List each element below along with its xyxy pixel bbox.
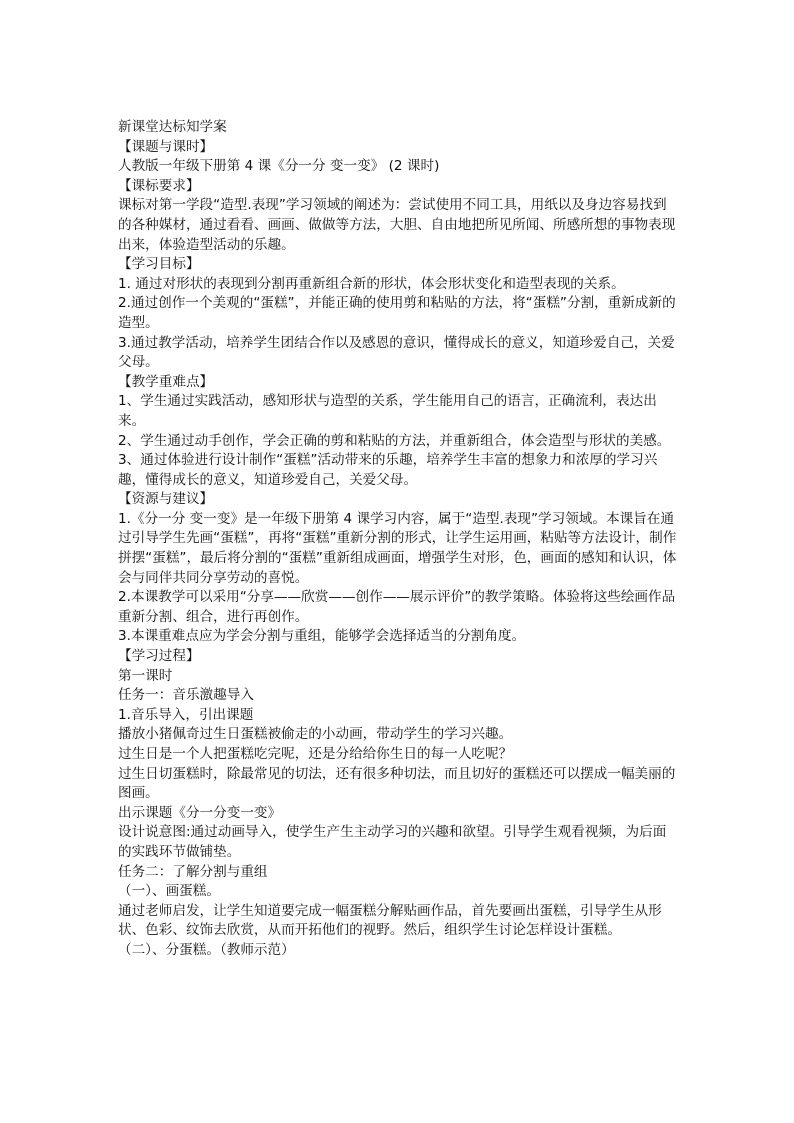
paragraph: 过生日是一个人把蛋糕吃完呢，还是分给给你生日的每一人吃呢？ bbox=[118, 746, 513, 762]
paragraph: （一）、画蛋糕。 bbox=[118, 883, 220, 900]
paragraph: 2.通过创作一个美观的“蛋糕”，并能正确的使用剪和粘贴的方法，将“蛋糕”分割，重新成新的造型。 bbox=[118, 295, 676, 331]
paragraph: 3.通过教学活动，培养学生团结合作以及感恩的意识，懂得成长的意义，知道珍爱自己，关爱父母。 bbox=[118, 334, 675, 371]
paragraph: 播放小猪佩奇过生日蛋糕被偷走的小动画，带动学生的学习兴趣。 bbox=[118, 726, 513, 743]
paragraph: 2.本课教学可以采用“分享——欣赏——创作——展示评价”的教学策略。体验将这些绘画作品重新分割、组合，进行再创作。 bbox=[118, 589, 676, 625]
paragraph: （二）、分蛋糕。（教师示范） bbox=[118, 941, 295, 958]
document-title: 新课堂达标知学案 bbox=[118, 119, 227, 135]
paragraph: 出示课题《分一分变一变》 bbox=[118, 804, 282, 821]
section-heading: 【学习过程】 bbox=[118, 648, 200, 665]
document-body bbox=[118, 138, 678, 961]
paragraph: 1、学生通过实践活动，感知形状与造型的关系，学生能用自己的语言，正确流利，表达出来。 bbox=[118, 393, 657, 429]
paragraph: 3.本课重难点应为学会分割与重组，能够学会选择适当的分割角度。 bbox=[118, 628, 526, 645]
paragraph: 任务一：音乐激趣导入 bbox=[118, 687, 254, 704]
paragraph: 设计说意图:通过动画导入，使学生产生主动学习的兴趣和欲望。引导学生观看视频，为后面的实践环节做铺垫。 bbox=[118, 824, 667, 860]
paragraph: 1.音乐导入，引出课题 bbox=[118, 706, 254, 723]
paragraph: 任务二：了解分割与重组 bbox=[118, 863, 268, 880]
paragraph: 2、学生通过动手创作，学会正确的剪和粘贴的方法，并重新组合，体会造型与形状的美感。 bbox=[118, 432, 671, 449]
section-heading: 【课标要求】 bbox=[118, 177, 200, 194]
paragraph: 人教版一年级下册第 4 课《分一分 变一变》 (2 课时) bbox=[118, 158, 440, 175]
paragraph: 第一课时 bbox=[118, 667, 173, 684]
section-heading: 【学习目标】 bbox=[118, 256, 200, 273]
paragraph: 1. 通过对形状的表现到分割再重新组合新的形状，体会形状变化和造型表现的关系。 bbox=[118, 275, 625, 292]
paragraph: 3、通过体验进行设计制作“蛋糕”活动带来的乐趣，培养学生丰富的想象力和浓厚的学习兴趣，懂得成长的意义，知道珍爱自己，关爱父母。 bbox=[118, 452, 658, 488]
section-heading: 【教学重难点】 bbox=[118, 373, 214, 390]
section-heading: 【资源与建议】 bbox=[118, 491, 214, 508]
paragraph: 过生日切蛋糕时，除最常见的切法，还有很多种切法，而且切好的蛋糕还可以摆成一幅美丽的图画。 bbox=[118, 765, 676, 802]
paragraph: 1.《分一分 变一变》是一年级下册第 4 课学习内容，属于“造型.表现”学习领域。本课旨在通过引导学生先画“蛋糕”，再将“蛋糕”重新分割的形式，让学生运用画，粘贴等方法设计，制作拼摆“蛋糕”，最后将分割的“蛋糕”重新组成画面，增强学生对形，色，画面的感知和认识，体会与同伴共同分享劳动的喜悦。 bbox=[118, 510, 677, 586]
paragraph: 通过老师启发，让学生知道要完成一幅蛋糕分解贴画作品，首先要画出蛋糕，引导学生从形状、色彩、纹饰去欣赏，从而开拓他们的视野。然后，组织学生讨论怎样设计蛋糕。 bbox=[118, 902, 662, 939]
section-heading: 【课题与课时】 bbox=[118, 138, 214, 155]
paragraph: 课标对第一学段“造型.表现”学习领域的阐述为：尝试使用不同工具，用纸以及身边容易找到的各种媒材，通过看看、画画、做做等方法，大胆、自由地把所见所闻、所感所想的事物表现出来，体验造型活动的乐趣。 bbox=[118, 197, 676, 253]
document-page bbox=[118, 118, 678, 961]
